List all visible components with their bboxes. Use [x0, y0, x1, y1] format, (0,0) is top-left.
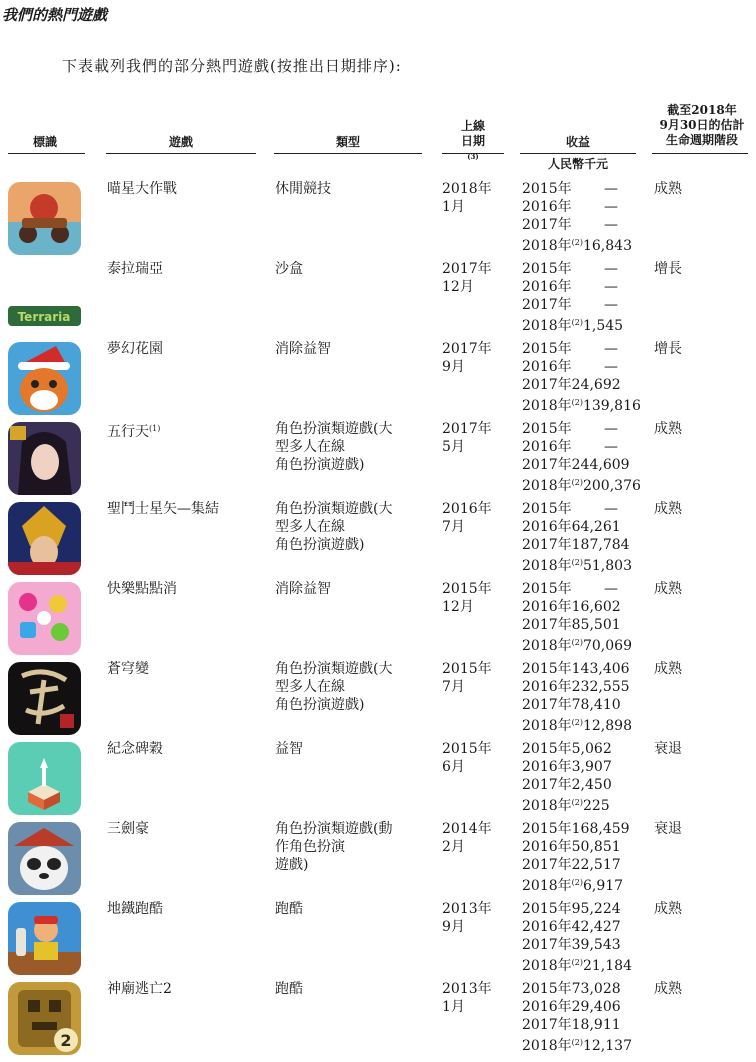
game-revenue	[522, 420, 641, 494]
revenue-value: 200,376	[582, 478, 641, 494]
game-launch-date	[442, 660, 492, 696]
revenue-year: 2018年	[522, 478, 572, 494]
revenue-value: 85,501	[571, 617, 621, 633]
revenue-value: 21,184	[582, 958, 632, 974]
game-name-text: 神廟逃亡2	[107, 981, 172, 997]
revenue-value: 39,543	[571, 937, 621, 953]
game-genre-line: 角色扮演遊戲)	[275, 537, 365, 553]
header-rule-stage	[652, 153, 748, 154]
cat-battle-icon	[8, 182, 81, 255]
revenue-line	[522, 278, 637, 296]
header-rule-launch	[442, 153, 504, 154]
game-launch-line: 2月	[442, 839, 465, 855]
header-rule-revenue	[520, 153, 636, 154]
revenue-footnote-mark: (2)	[571, 798, 583, 807]
game-lifecycle-stage: 成熟	[654, 181, 682, 197]
game-launch-date	[442, 260, 492, 296]
game-name	[107, 260, 163, 278]
header-stage-line2: 9月30日的估計	[659, 118, 745, 132]
game-lifecycle-stage: 衰退	[654, 821, 682, 837]
game-revenue	[522, 900, 637, 972]
revenue-value: 29,406	[571, 999, 621, 1015]
revenue-footnote-mark: (2)	[571, 478, 583, 487]
fox-santa-icon	[8, 342, 81, 415]
revenue-line	[522, 918, 637, 936]
revenue-value: 5,062	[571, 741, 612, 757]
svg-text:Terraria: Terraria	[17, 310, 71, 324]
revenue-year: 2016年	[522, 679, 572, 695]
revenue-value: 12,137	[582, 1038, 632, 1054]
revenue-year: 2018年	[522, 638, 572, 654]
revenue-dash: —	[604, 181, 618, 197]
revenue-dash: —	[604, 439, 618, 455]
revenue-year: 2015年	[522, 661, 572, 677]
revenue-line	[522, 474, 641, 494]
revenue-value: 78,410	[571, 697, 621, 713]
revenue-line	[522, 660, 637, 678]
revenue-year: 2015年	[522, 501, 572, 517]
game-genre-line: 角色扮演遊戲)	[275, 457, 365, 473]
revenue-line	[522, 936, 637, 954]
game-name	[107, 180, 177, 198]
revenue-year: 2016年	[522, 999, 572, 1015]
game-genre	[275, 340, 331, 358]
revenue-line	[522, 500, 637, 518]
game-lifecycle-stage: 成熟	[654, 661, 682, 677]
revenue-year: 2016年	[522, 439, 572, 455]
game-launch-date	[442, 180, 492, 216]
game-genre	[275, 500, 392, 554]
game-launch-date	[442, 820, 492, 856]
game-launch-date	[442, 500, 492, 536]
revenue-year: 2016年	[522, 839, 572, 855]
header-rule-genre	[274, 153, 422, 154]
revenue-year: 2016年	[522, 759, 572, 775]
game-launch-line: 12月	[442, 279, 474, 295]
revenue-footnote-mark: (2)	[571, 1038, 583, 1047]
revenue-value: 42,427	[571, 919, 621, 935]
revenue-year: 2018年	[522, 558, 572, 574]
game-launch-line: 2017年	[442, 261, 492, 277]
header-stage	[652, 103, 752, 148]
revenue-line	[522, 794, 637, 812]
revenue-line	[522, 198, 637, 216]
header-rule-game	[106, 153, 256, 154]
game-launch-line: 9月	[442, 359, 465, 375]
game-genre-line: 角色扮演類遊戲(大	[275, 501, 393, 517]
game-name-text: 聖鬥士星矢—集結	[107, 501, 219, 517]
revenue-value: 232,555	[571, 679, 630, 695]
revenue-line	[522, 234, 637, 252]
revenue-line	[522, 216, 637, 234]
revenue-value: 16,602	[571, 599, 621, 615]
revenue-year: 2016年	[522, 919, 572, 935]
header-launch-text: 上線日期	[460, 119, 485, 148]
game-name	[107, 420, 160, 441]
game-genre-line: 角色扮演類遊戲(大	[275, 421, 393, 437]
game-lifecycle-stage: 成熟	[654, 421, 682, 437]
revenue-footnote-mark: (2)	[571, 398, 583, 407]
revenue-value: 70,069	[582, 638, 632, 654]
game-lifecycle-stage: 衰退	[654, 741, 682, 757]
header-revenue: 收益	[565, 135, 590, 149]
revenue-line	[522, 758, 637, 776]
game-genre-line: 型多人在線	[275, 519, 345, 535]
revenue-line	[522, 536, 637, 554]
revenue-year: 2018年	[522, 238, 572, 254]
game-launch-line: 1月	[442, 199, 465, 215]
revenue-line	[522, 438, 637, 456]
game-launch-line: 7月	[442, 679, 465, 695]
revenue-value: 16,843	[582, 238, 632, 254]
game-genre-line: 休閒競技	[275, 181, 331, 197]
revenue-year: 2017年	[522, 777, 572, 793]
game-revenue	[522, 340, 641, 414]
section-title: 我們的熱門遊戲	[2, 6, 108, 24]
revenue-dash: —	[604, 359, 618, 375]
game-genre	[275, 980, 303, 998]
revenue-dash: —	[604, 581, 618, 597]
game-name-text: 三劍豪	[107, 821, 149, 837]
revenue-year: 2016年	[522, 519, 572, 535]
revenue-footnote-mark: (2)	[571, 878, 583, 887]
game-launch-line: 1月	[442, 999, 465, 1015]
game-genre-line: 沙盒	[275, 261, 303, 277]
revenue-line	[522, 998, 637, 1016]
revenue-line	[522, 598, 637, 616]
revenue-value: 6,917	[582, 878, 624, 894]
heroine-icon	[8, 422, 81, 495]
revenue-line	[522, 900, 637, 918]
game-name	[107, 740, 163, 758]
game-genre-line: 遊戲)	[275, 857, 309, 873]
game-launch-line: 2013年	[442, 901, 492, 917]
game-launch-line: 2016年	[442, 501, 492, 517]
revenue-year: 2015年	[522, 581, 572, 597]
game-launch-date	[442, 580, 492, 616]
revenue-line	[522, 616, 637, 634]
game-launch-line: 2015年	[442, 741, 492, 757]
intro-text: 下表載列我們的部分熱門遊戲(按推出日期排序):	[62, 57, 402, 75]
game-revenue	[522, 580, 637, 652]
header-game: 遊戲	[168, 135, 193, 149]
game-genre-line: 角色扮演類遊戲(動	[275, 821, 393, 837]
revenue-line	[522, 420, 637, 438]
revenue-dash: —	[604, 217, 618, 233]
revenue-footnote-mark: (2)	[571, 958, 583, 967]
game-genre	[275, 580, 331, 598]
header-launch	[442, 119, 504, 168]
revenue-line	[522, 580, 637, 598]
game-lifecycle-stage: 增長	[654, 261, 682, 277]
revenue-year: 2017年	[522, 857, 572, 873]
game-genre-line: 消除益智	[275, 341, 331, 357]
revenue-year: 2017年	[522, 537, 572, 553]
revenue-value: 18,911	[571, 1017, 621, 1033]
game-genre-line: 作角色扮演	[275, 839, 345, 855]
revenue-value: 73,028	[571, 981, 621, 997]
revenue-dash: —	[604, 501, 618, 517]
game-launch-date	[442, 740, 492, 776]
revenue-value: 51,803	[582, 558, 632, 574]
revenue-value: 143,406	[571, 661, 630, 677]
revenue-footnote-mark: (2)	[571, 238, 583, 247]
revenue-year: 2015年	[522, 421, 572, 437]
game-name	[107, 980, 172, 998]
panda-icon	[8, 822, 81, 895]
revenue-footnote-mark: (2)	[571, 718, 583, 727]
header-stage-line3: 生命週期階段	[665, 133, 738, 147]
revenue-year: 2017年	[522, 457, 572, 473]
revenue-line	[522, 340, 637, 358]
header-rule-logo	[8, 153, 85, 154]
saint-seiya-icon	[8, 502, 81, 575]
revenue-year: 2017年	[522, 617, 572, 633]
game-genre-line: 角色扮演遊戲)	[275, 697, 365, 713]
revenue-value: 139,816	[582, 398, 641, 414]
revenue-value: 50,851	[571, 839, 621, 855]
game-name-text: 紀念碑穀	[107, 741, 163, 757]
game-genre	[275, 420, 392, 474]
game-launch-line: 2013年	[442, 981, 492, 997]
revenue-year: 2018年	[522, 398, 572, 414]
revenue-year: 2018年	[522, 798, 572, 814]
game-launch-line: 2017年	[442, 421, 492, 437]
revenue-footnote-mark: (2)	[571, 558, 583, 567]
game-launch-line: 2015年	[442, 661, 492, 677]
revenue-line	[522, 314, 637, 332]
game-name	[107, 500, 219, 518]
revenue-line	[522, 856, 637, 874]
revenue-year: 2016年	[522, 599, 572, 615]
revenue-year: 2017年	[522, 1017, 572, 1033]
calligraphy-icon	[8, 662, 81, 735]
revenue-line	[522, 874, 637, 892]
revenue-year: 2016年	[522, 279, 572, 295]
game-genre	[275, 900, 303, 918]
game-lifecycle-stage: 成熟	[654, 981, 682, 997]
game-launch-line: 12月	[442, 599, 474, 615]
revenue-year: 2015年	[522, 981, 572, 997]
game-genre	[275, 660, 392, 714]
revenue-line	[522, 260, 637, 278]
game-genre	[275, 180, 331, 198]
revenue-year: 2017年	[522, 377, 572, 393]
revenue-value: 22,517	[571, 857, 621, 873]
revenue-value: 3,907	[571, 759, 612, 775]
revenue-line	[522, 180, 637, 198]
revenue-dash: —	[604, 421, 618, 437]
game-launch-line: 7月	[442, 519, 465, 535]
game-launch-line: 6月	[442, 759, 465, 775]
game-name-text: 五行天	[107, 424, 149, 440]
revenue-year: 2018年	[522, 878, 572, 894]
revenue-value: 187,784	[571, 537, 630, 553]
game-revenue	[522, 980, 637, 1052]
revenue-line	[522, 714, 637, 732]
revenue-line	[522, 696, 637, 714]
game-genre	[275, 820, 392, 874]
game-name	[107, 340, 163, 358]
revenue-dash: —	[604, 297, 618, 313]
game-name-note: (1)	[149, 424, 161, 433]
revenue-line	[522, 376, 637, 394]
revenue-year: 2018年	[522, 718, 572, 734]
revenue-value: 244,609	[571, 457, 630, 473]
revenue-line	[522, 456, 637, 474]
game-name-text: 喵星大作戰	[107, 181, 177, 197]
revenue-dash: —	[604, 279, 618, 295]
game-revenue	[522, 180, 637, 252]
game-genre-line: 跑酷	[275, 901, 303, 917]
revenue-year: 2015年	[522, 821, 572, 837]
revenue-dash: —	[604, 199, 618, 215]
revenue-value: 95,224	[571, 901, 621, 917]
game-launch-line: 5月	[442, 439, 465, 455]
game-lifecycle-stage: 成熟	[654, 581, 682, 597]
header-logo: 標識	[32, 135, 57, 149]
game-lifecycle-stage: 增長	[654, 341, 682, 357]
revenue-line	[522, 1016, 637, 1034]
game-launch-line: 2015年	[442, 581, 492, 597]
game-revenue	[522, 820, 637, 892]
revenue-line	[522, 820, 637, 838]
subway-surfers-icon	[8, 902, 81, 975]
game-launch-line: 9月	[442, 919, 465, 935]
revenue-year: 2015年	[522, 341, 572, 357]
revenue-line	[522, 954, 637, 972]
revenue-year: 2017年	[522, 217, 572, 233]
temple-run-icon	[8, 982, 81, 1055]
revenue-value: 24,692	[571, 377, 621, 393]
revenue-value: 64,261	[571, 519, 621, 535]
revenue-year: 2017年	[522, 937, 572, 953]
game-revenue	[522, 740, 637, 812]
revenue-line	[522, 838, 637, 856]
revenue-value: 225	[582, 798, 610, 814]
game-genre-line: 角色扮演類遊戲(大	[275, 661, 393, 677]
terraria-icon	[8, 262, 81, 335]
game-genre	[275, 740, 303, 758]
revenue-line	[522, 358, 637, 376]
game-lifecycle-stage: 成熟	[654, 901, 682, 917]
game-name	[107, 580, 177, 598]
game-genre-line: 型多人在線	[275, 439, 345, 455]
revenue-value: 1,545	[582, 318, 624, 334]
candy-icon	[8, 582, 81, 655]
game-name-text: 蒼穹變	[107, 661, 149, 677]
revenue-line	[522, 980, 637, 998]
game-name	[107, 900, 163, 918]
game-launch-line: 2017年	[442, 341, 492, 357]
revenue-line	[522, 554, 637, 572]
game-launch-date	[442, 420, 492, 456]
revenue-year: 2016年	[522, 199, 572, 215]
revenue-line	[522, 1034, 637, 1052]
revenue-value: 12,898	[582, 718, 632, 734]
game-name-text: 泰拉瑞亞	[107, 261, 163, 277]
game-lifecycle-stage: 成熟	[654, 501, 682, 517]
game-name	[107, 820, 149, 838]
revenue-year: 2018年	[522, 318, 572, 334]
revenue-dash: —	[604, 341, 618, 357]
revenue-footnote-mark: (2)	[571, 638, 583, 647]
revenue-line	[522, 296, 637, 314]
game-launch-date	[442, 340, 492, 376]
game-revenue	[522, 500, 637, 572]
game-genre-line: 益智	[275, 741, 303, 757]
game-genre	[275, 260, 303, 278]
game-name	[107, 660, 149, 678]
game-genre-line: 型多人在線	[275, 679, 345, 695]
header-stage-line1: 截至2018年	[667, 103, 737, 117]
revenue-footnote-mark: (2)	[571, 318, 583, 327]
revenue-line	[522, 776, 637, 794]
revenue-line	[522, 634, 637, 652]
game-revenue	[522, 260, 637, 332]
revenue-value: 2,450	[571, 777, 612, 793]
revenue-line	[522, 740, 637, 758]
revenue-year: 2018年	[522, 958, 572, 974]
revenue-value: 168,459	[571, 821, 630, 837]
revenue-year: 2016年	[522, 359, 572, 375]
header-revenue-unit: 人民幣千元	[547, 157, 608, 171]
game-launch-date	[442, 900, 492, 936]
revenue-year: 2015年	[522, 741, 572, 757]
revenue-year: 2015年	[522, 901, 572, 917]
revenue-year: 2017年	[522, 297, 572, 313]
game-genre-line: 消除益智	[275, 581, 331, 597]
game-revenue	[522, 660, 637, 732]
game-launch-date	[442, 980, 492, 1016]
revenue-line	[522, 394, 641, 414]
game-launch-line: 2018年	[442, 181, 492, 197]
game-name-text: 夢幻花園	[107, 341, 163, 357]
revenue-year: 2015年	[522, 181, 572, 197]
game-name-text: 快樂點點消	[107, 581, 177, 597]
svg-text:2: 2	[60, 1031, 72, 1050]
header-genre: 類型	[335, 135, 360, 149]
game-genre-line: 跑酷	[275, 981, 303, 997]
revenue-line	[522, 678, 637, 696]
monument-valley-icon	[8, 742, 81, 815]
revenue-line	[522, 518, 637, 536]
revenue-year: 2015年	[522, 261, 572, 277]
revenue-year: 2017年	[522, 697, 572, 713]
header-launch-note: (3)	[467, 152, 479, 161]
game-name-text: 地鐵跑酷	[107, 901, 163, 917]
game-launch-line: 2014年	[442, 821, 492, 837]
revenue-dash: —	[604, 261, 618, 277]
revenue-year: 2018年	[522, 1038, 572, 1054]
